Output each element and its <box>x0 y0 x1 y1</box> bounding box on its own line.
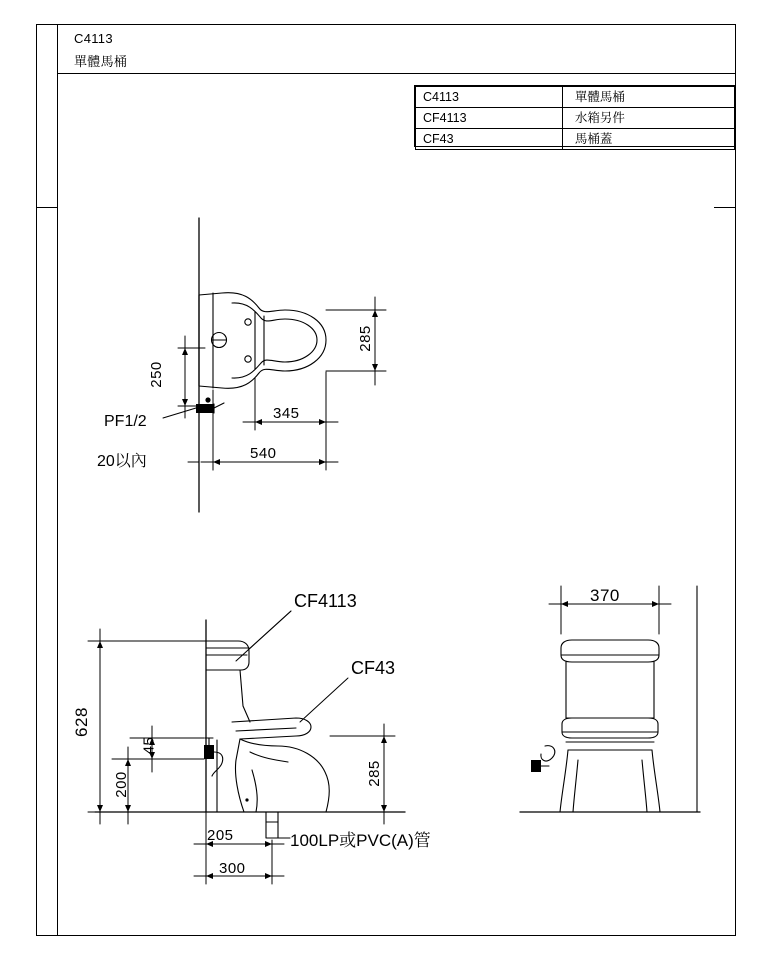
dim-text-side-45: 45 <box>140 736 158 755</box>
dim-text-side-628: 628 <box>71 707 91 737</box>
part-code: C4113 <box>416 87 563 108</box>
parts-table <box>414 85 736 147</box>
part-name: 馬桶蓋 <box>562 129 734 150</box>
dim-text-side-200: 200 <box>112 771 130 798</box>
arrowhead <box>561 601 568 607</box>
dim-text-top-250: 250 <box>147 361 165 388</box>
arrowhead <box>182 348 188 355</box>
arrowhead <box>265 841 272 847</box>
table-row <box>416 108 735 129</box>
arrowhead <box>182 399 188 406</box>
part-name: 水箱另件 <box>562 108 734 129</box>
title-product-code: C4113 <box>74 31 113 46</box>
label-drain-note: 100LP或PVC(A)管 <box>290 831 431 850</box>
table-row <box>416 87 735 108</box>
sheet-border <box>36 24 736 936</box>
arrowhead <box>97 805 103 812</box>
arrowhead <box>265 873 272 879</box>
arrowhead <box>97 641 103 648</box>
title-block <box>58 24 736 74</box>
arrowhead <box>381 736 387 743</box>
label-wall-clearance: 20以內 <box>97 453 147 470</box>
arrowhead <box>213 459 220 465</box>
dim-text-top-540: 540 <box>250 445 277 462</box>
arrowhead <box>255 419 262 425</box>
arrowhead <box>319 459 326 465</box>
arrowhead <box>372 364 378 371</box>
arrowhead <box>206 873 213 879</box>
dim-text-top-345: 345 <box>273 405 300 422</box>
part-code: CF43 <box>416 129 563 150</box>
part-code: CF4113 <box>416 108 563 129</box>
dim-text-top-285: 285 <box>356 325 374 352</box>
arrowhead <box>372 310 378 317</box>
table-row <box>416 129 735 150</box>
arrowhead <box>125 759 131 766</box>
dim-text-front-370: 370 <box>590 586 620 605</box>
arrowhead <box>652 601 659 607</box>
register-tick-right <box>714 207 736 208</box>
arrowhead <box>381 805 387 812</box>
label-cf43: CF43 <box>351 658 396 678</box>
dim-text-side-285: 285 <box>365 760 383 787</box>
register-tick-left <box>36 207 58 208</box>
label-cf4113: CF4113 <box>294 591 357 611</box>
arrowhead <box>125 805 131 812</box>
sheet-left-margin-bar <box>36 24 58 936</box>
label-pf12: PF1/2 <box>104 413 147 430</box>
dim-text-side-300: 300 <box>219 860 246 877</box>
dim-text-side-205: 205 <box>207 827 234 844</box>
title-product-name: 單體馬桶 <box>74 54 128 69</box>
arrowhead <box>319 419 326 425</box>
part-name: 單體馬桶 <box>562 87 734 108</box>
